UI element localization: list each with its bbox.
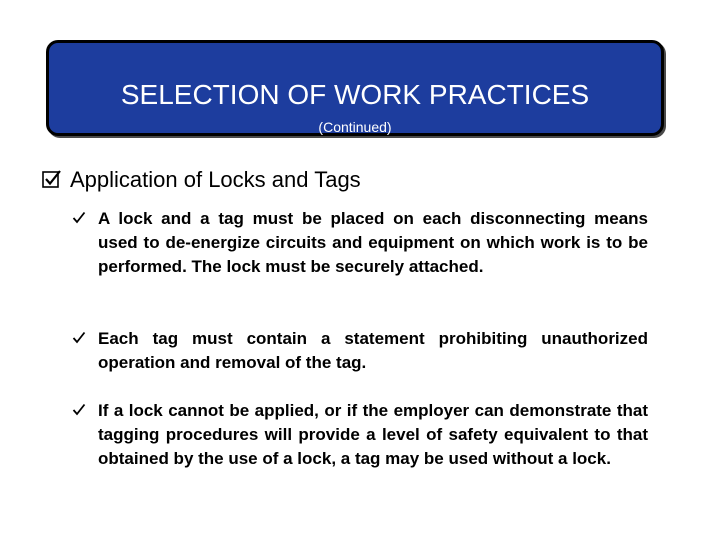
list-item: [72, 399, 648, 471]
list-item: [72, 327, 648, 375]
list-item-text: Each tag must contain a statement prohibiting unauthorized operation and removal of the tag.: [98, 329, 648, 372]
list-item: [72, 207, 648, 279]
list-item-text: A lock and a tag must be placed on each disconnecting means used to de-energize circuits and equipment on which work is to be performed. The lock must be securely attached.: [98, 209, 648, 276]
checkmark-icon: [72, 331, 86, 344]
title-banner: [46, 40, 664, 136]
section-heading: [42, 166, 682, 194]
slide-subtitle: (Continued): [318, 119, 392, 135]
checkmark-icon: [72, 403, 86, 416]
checkmark-icon: [72, 211, 86, 224]
section-heading-text: Application of Locks and Tags: [70, 167, 361, 192]
list-item-text: If a lock cannot be applied, or if the employer can demonstrate that tagging procedures will provide a level of safety equivalent to that obtained by the use of a lock, a tag may be used without a lock.: [98, 401, 648, 468]
checked-box-icon: [42, 169, 62, 189]
slide-title: SELECTION OF WORK PRACTICES: [120, 79, 590, 110]
